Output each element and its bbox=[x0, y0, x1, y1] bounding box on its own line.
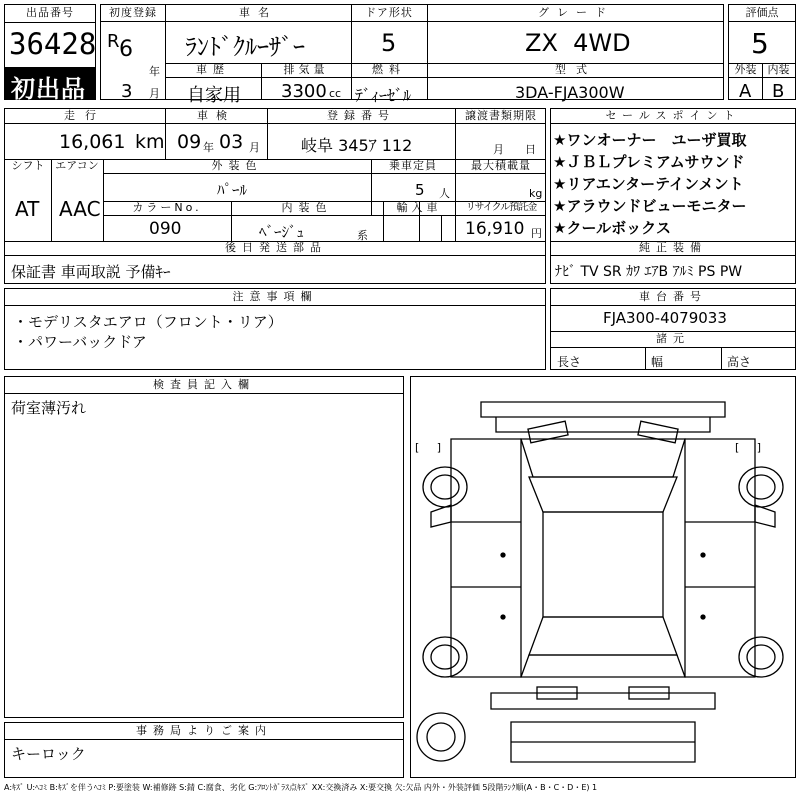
plate-value: 岐阜 345ｱ 112 bbox=[301, 136, 413, 155]
recycle-label: リサイクル預託金 bbox=[465, 202, 537, 213]
grade-value: ZX 4WD bbox=[525, 29, 631, 57]
inspection-year-unit: 年 bbox=[203, 141, 214, 154]
transfer-deadline-label: 譲渡書類期限 bbox=[465, 109, 537, 122]
history-label: 車歴 bbox=[196, 63, 230, 76]
note-line: ・モデリスタエアロ（フロント・リア） bbox=[13, 313, 283, 331]
width-label: 幅 bbox=[651, 355, 664, 369]
inspection-label: 車検 bbox=[197, 109, 235, 122]
capacity-label: 乗車定員 bbox=[389, 159, 437, 172]
first-reg-month-unit: 月 bbox=[149, 87, 160, 100]
office-text: キーロック bbox=[11, 745, 86, 763]
inspection-month-unit: 月 bbox=[249, 141, 260, 154]
car-name-label: 車名 bbox=[239, 6, 277, 19]
notes-box bbox=[4, 288, 546, 370]
sales-points-label: セールスポイント bbox=[605, 109, 741, 122]
transfer-month-unit: 月 bbox=[493, 143, 504, 156]
door-label: ドア形状 bbox=[365, 6, 413, 19]
lot-box bbox=[4, 4, 97, 103]
color-number-label: カラーNo. bbox=[132, 201, 202, 214]
lot-label: 出品番号 bbox=[26, 6, 74, 19]
mileage-value: 16,061 bbox=[59, 131, 126, 153]
office-box bbox=[4, 722, 404, 778]
ac-value: AAC bbox=[59, 197, 101, 221]
plate-label: 登録番号 bbox=[327, 109, 395, 122]
score-value: 5 bbox=[751, 27, 769, 60]
diagram-bracket-right: [ ] bbox=[735, 441, 762, 454]
height-label: 高さ bbox=[727, 355, 752, 369]
first-reg-era: R bbox=[107, 31, 120, 52]
mileage-unit: km bbox=[135, 131, 165, 153]
diagram-bracket-left: [ ] bbox=[415, 441, 442, 454]
sales-point-item: ★アラウンドビューモニター bbox=[553, 197, 747, 215]
inspection-year: 09 bbox=[177, 131, 202, 153]
shift-value: AT bbox=[15, 197, 40, 221]
model-value: 3DA-FJA300W bbox=[515, 83, 625, 102]
ext-color-value: ﾊﾟｰﾙ bbox=[217, 181, 248, 199]
vehicle-header-box bbox=[100, 4, 724, 106]
chassis-label: 車台番号 bbox=[639, 290, 707, 303]
first-reg-year-unit: 年 bbox=[149, 65, 160, 78]
recycle-unit: 円 bbox=[531, 227, 542, 240]
first-listing-label: 初出品 bbox=[11, 75, 86, 103]
equipment-value: ﾅﾋﾞ TV SR ｶﾜ ｴｱB ｱﾙﾐ PS PW bbox=[555, 264, 743, 280]
inspector-label: 検査員記入欄 bbox=[153, 378, 255, 391]
transfer-day-unit: 日 bbox=[525, 143, 536, 156]
ext-color-label: 外装色 bbox=[211, 159, 263, 172]
max-load-unit: kg bbox=[529, 187, 543, 200]
capacity-value: 5 bbox=[415, 181, 425, 199]
int-color-value: ﾍﾞｰｼﾞｭ bbox=[259, 223, 305, 241]
sales-point-item: ★ＪＢＬプレミアムサウンド bbox=[553, 153, 745, 171]
notes-label: 注意事項欄 bbox=[232, 290, 318, 303]
displacement-label: 排気量 bbox=[283, 63, 329, 76]
length-label: 長さ bbox=[557, 355, 582, 369]
color-number-value: 090 bbox=[149, 219, 182, 239]
inspector-text: 荷室薄汚れ bbox=[11, 399, 87, 417]
exterior-value: A bbox=[739, 81, 752, 102]
equipment-label: 純正装備 bbox=[639, 241, 707, 254]
score-box bbox=[728, 4, 796, 100]
sales-point-item: ★クールボックス bbox=[553, 219, 671, 237]
inspection-month: 03 bbox=[219, 131, 244, 153]
fuel-label: 燃料 bbox=[372, 63, 406, 76]
chassis-box bbox=[550, 288, 796, 370]
later-parts-label: 後日発送部品 bbox=[225, 241, 327, 254]
first-reg-month: 3 bbox=[121, 81, 133, 102]
car-name-value: ﾗﾝﾄﾞｸﾙｰｻﾞｰ bbox=[185, 33, 305, 61]
max-load-label: 最大積載量 bbox=[471, 159, 531, 172]
sales-point-item: ★リアエンターテインメント bbox=[553, 175, 744, 193]
door-value: 5 bbox=[381, 29, 397, 57]
office-label: 事務局よりご案内 bbox=[136, 724, 272, 737]
displacement-value: 3300 bbox=[281, 81, 327, 102]
ac-label: エアコン bbox=[55, 159, 99, 172]
score-label: 評価点 bbox=[745, 6, 779, 19]
info-box bbox=[4, 108, 546, 284]
car-diagram bbox=[410, 376, 796, 778]
import-label: 輸入車 bbox=[396, 201, 442, 214]
first-reg-label: 初度登録 bbox=[109, 6, 157, 19]
int-color-label: 内装色 bbox=[281, 201, 333, 214]
legend-text: A:ｷｽﾞ U:ﾍｺﾐ B:ｷｽﾞを伴うﾍｺﾐ P:要塗装 W:補修跡 S:錆 C:腐食、劣化 G:ﾌﾛﾝﾄｶﾞﾗｽ点ｷｽﾞ XX:交換済み X:要交換 欠:欠品 内外・外装評価 5段階ﾗﾝｸ順(A・B・C・D・E) 1 bbox=[4, 783, 598, 792]
inspector-box bbox=[4, 376, 404, 718]
int-color-unit: 系 bbox=[357, 229, 368, 242]
interior-label: 内装 bbox=[767, 63, 790, 76]
recycle-value: 16,910 bbox=[465, 219, 525, 239]
sales-points-box bbox=[550, 108, 796, 284]
mileage-label: 走行 bbox=[64, 109, 106, 122]
chassis-value: FJA300-4079033 bbox=[603, 309, 727, 327]
sales-point-item: ★ワンオーナー ユーザ買取 bbox=[553, 131, 747, 149]
fuel-value: ﾃﾞｨｰｾﾞﾙ bbox=[355, 86, 412, 105]
interior-value: B bbox=[772, 81, 785, 102]
later-parts-value: 保証書 車両取説 予備ｷｰ bbox=[11, 263, 171, 281]
exterior-label: 外装 bbox=[734, 63, 757, 76]
dims-label: 諸元 bbox=[656, 332, 690, 345]
shift-label: シフト bbox=[11, 159, 45, 172]
displacement-unit: cc bbox=[329, 87, 342, 100]
car-outline-icon bbox=[411, 377, 795, 777]
note-line: ・パワーバックドア bbox=[13, 333, 147, 351]
first-reg-year: 6 bbox=[119, 37, 133, 62]
lot-number: 36428 bbox=[9, 27, 97, 61]
capacity-unit: 人 bbox=[439, 187, 450, 200]
history-value: 自家用 bbox=[187, 85, 241, 106]
model-label: 型式 bbox=[555, 63, 597, 76]
grade-label: グレード bbox=[538, 6, 614, 19]
